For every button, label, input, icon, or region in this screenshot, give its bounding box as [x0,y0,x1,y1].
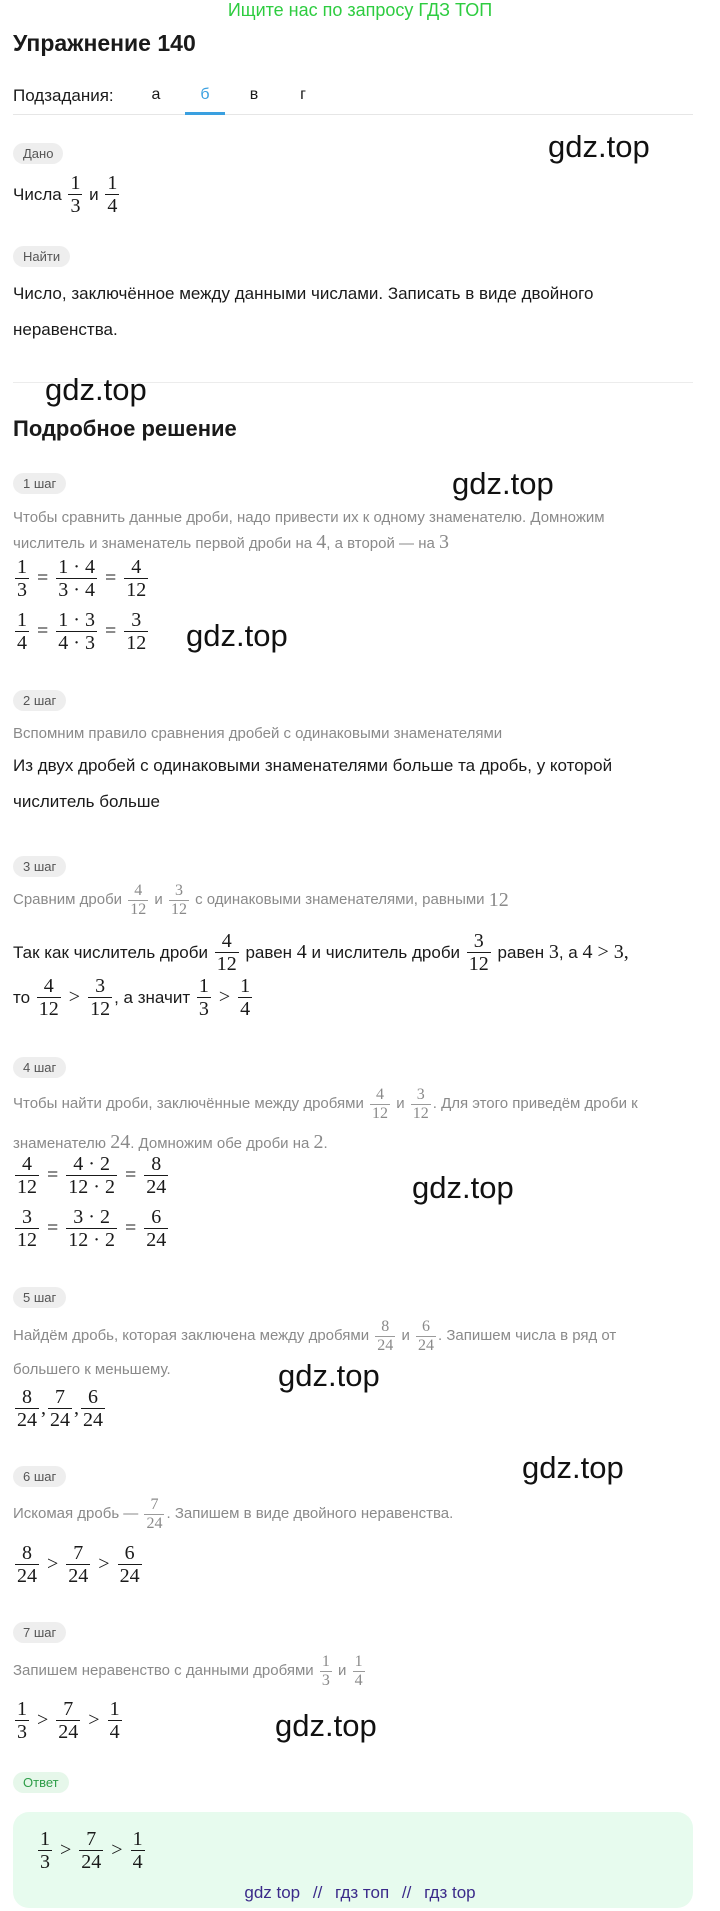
find-line-1: Число, заключённое между данными числами. Записать в виде двойного [13,284,594,303]
number-4: 4 [296,941,307,963]
active-tab-indicator [185,112,225,115]
step-3-text: , а [558,942,578,962]
footer-links [0,1883,720,1903]
equation-1-4-to-3-12: $\frac{1}{4}$ = $\frac{1 \cdot 3}{4 \cdot 3}$ = $\frac{3}{12}$ [17,609,147,654]
watermark: gdz.top [186,618,288,653]
step-6-text: Искомая дробь — [13,1505,139,1523]
inequality-4-gt-3: 4 > 3, [582,941,629,963]
step-4-text: Чтобы найти дроби, заключённые между дробями [13,1095,364,1113]
step-1-pill: 1 шаг [13,473,66,494]
fraction-1-3: $\frac{1}{3}$ [70,172,81,217]
given-numbers [13,172,121,217]
tab-g[interactable]: г [300,86,306,103]
tabs-divider [13,114,693,115]
double-inequality-24: $\frac{8}{24}$ > $\frac{7}{24}$ > $\frac{6}{24}$ [17,1542,140,1587]
footer-link-gdz-top-mixed[interactable]: гдз top [424,1883,476,1902]
find-pill: Найти [13,246,70,267]
step-4-text: . Для этого приведём дроби к [432,1095,638,1113]
step-6-line-1: Искомая дробь — $\frac{7}{24}$ . Запишем в виде двойного неравенства. [13,1496,454,1532]
tab-b[interactable]: б [200,86,210,103]
ordered-fractions: $\frac{8}{24}$ , $\frac{7}{24}$ , $\frac{6}{24}$ [17,1386,103,1431]
step-3-text: с одинаковыми знаменателями, равными [195,891,485,909]
number-12: 12 [488,889,509,912]
step-2-line-2: числитель больше [13,792,160,811]
step-4-line-1: Чтобы найти дроби, заключённые между дробями $\frac{4}{12}$ и $\frac{3}{12}$ . Для этого приведём дроби к [13,1086,638,1122]
final-inequality: $\frac{1}{3}$ > $\frac{7}{24}$ > $\frac{1}{4}$ [17,1698,120,1743]
watermark: gdz.top [412,1170,514,1205]
step-4-pill: 4 шаг [13,1057,66,1078]
answer-inequality: $\frac{1}{3}$ > $\frac{7}{24}$ > $\frac{1}{4}$ [40,1828,143,1873]
step-3-pill: 3 шаг [13,856,66,877]
step-2-gray: Вспомним правило сравнения дробей с одинаковыми знаменателями [13,725,503,742]
watermark: gdz.top [45,372,147,407]
step-3-text: , а значит [114,987,191,1007]
equation-4-12-to-8-24: $\frac{4}{12}$ = $\frac{4 \cdot 2}{12 \cdot 2}$ = $\frac{8}{24}$ [17,1153,167,1198]
step-3-text: равен [245,942,293,962]
step-1-text: , а второй — на [326,535,435,552]
tab-a[interactable]: а [151,86,161,103]
solution-title: Подробное решение [13,416,237,441]
given-pill: Дано [13,143,63,164]
step-4-and: и [396,1095,405,1113]
step-3-line-1: Так как числитель дроби $\frac{4}{12}$ равен 4 и числитель дроби $\frac{3}{12}$ равен 3 , а 4 > 3, [13,930,629,975]
step-5-line-1: Найдём дробь, которая заключена между дробями $\frac{8}{24}$ и $\frac{6}{24}$ . Запишем числа в ряд от [13,1318,617,1354]
watermark: gdz.top [275,1708,377,1743]
watermark: gdz.top [278,1358,380,1393]
step-5-pill: 5 шаг [13,1287,66,1308]
step-7-pill: 7 шаг [13,1622,66,1643]
footer-separator: // [401,1883,412,1902]
step-7-line-1: Запишем неравенство с данными дробями $\frac{1}{3}$ и $\frac{1}{4}$ [13,1653,363,1689]
step-4-text: знаменателю [13,1135,107,1152]
number-4: 4 [316,531,327,553]
step-6-text: . Запишем в виде двойного неравенства. [166,1505,454,1523]
step-7-and: и [338,1662,347,1680]
number-3: 3 [439,531,449,553]
step-3-text: равен [497,942,545,962]
number-2: 2 [313,1131,324,1153]
subtasks-label: Подзадания: [13,86,114,105]
footer-separator: // [312,1883,323,1902]
step-2-pill: 2 шаг [13,690,66,711]
step-5-text: Найдём дробь, которая заключена между дробями [13,1327,370,1345]
step-4-text: . Домножим обе дроби на [130,1135,310,1152]
find-line-2: неравенства. [13,320,118,339]
watermark: gdz.top [452,466,554,501]
step-5-line-2: большего к меньшему. [13,1361,171,1378]
footer-link-gdz-top[interactable]: gdz top [244,1883,301,1902]
equation-1-3-to-4-12: $\frac{1}{3}$ = $\frac{1 \cdot 4}{3 \cdot 4}$ = $\frac{4}{12}$ [17,556,147,601]
watermark: gdz.top [522,1450,624,1485]
step-3-text: и числитель дроби [311,942,461,962]
step-5-and: и [401,1327,410,1345]
step-1-line-2 [13,530,449,556]
step-1-text: числитель и знаменатель первой дроби на [13,535,313,552]
step-4-dot: . [323,1135,328,1152]
equation-3-12-to-6-24: $\frac{3}{12}$ = $\frac{3 \cdot 2}{12 \cdot 2}$ = $\frac{6}{24}$ [17,1206,167,1251]
watermark: gdz.top [548,129,650,164]
step-3-gray: Сравним дроби $\frac{4}{12}$ и $\frac{3}{12}$ с одинаковыми знаменателями, равными 12 [13,882,509,918]
step-3-and: и [154,891,163,909]
step-6-pill: 6 шаг [13,1466,66,1487]
step-3-line-2: то $\frac{4}{12}$ > $\frac{3}{12}$ , а значит $\frac{1}{3}$ > $\frac{1}{4}$ [13,975,251,1020]
given-label: Числа [13,184,62,204]
tab-v[interactable]: в [249,86,259,103]
step-2-line-1: Из двух дробей с одинаковыми знаменателями больше та дробь, у которой [13,756,613,775]
step-7-text: Запишем неравенство с данными дробями [13,1662,314,1680]
given-and: и [89,184,99,204]
footer-link-gdz-top-ru[interactable]: гдз топ [335,1883,390,1902]
number-24: 24 [110,1131,131,1153]
number-3: 3 [548,941,559,963]
step-5-text: . Запишем числа в ряд от [438,1327,617,1345]
answer-pill: Ответ [13,1772,69,1793]
page-title: Упражнение 140 [13,30,196,56]
step-3-text: то [13,987,31,1007]
fraction-1-4: $\frac{1}{4}$ [107,172,118,217]
step-1-line-1: Чтобы сравнить данные дроби, надо привести их к одному знаменателю. Домножим [13,509,605,526]
step-3-text: Так как числитель дроби [13,942,208,962]
top-banner[interactable]: Ищите нас по запросу ГДЗ ТОП [227,0,493,20]
step-3-text: Сравним дроби [13,891,123,909]
